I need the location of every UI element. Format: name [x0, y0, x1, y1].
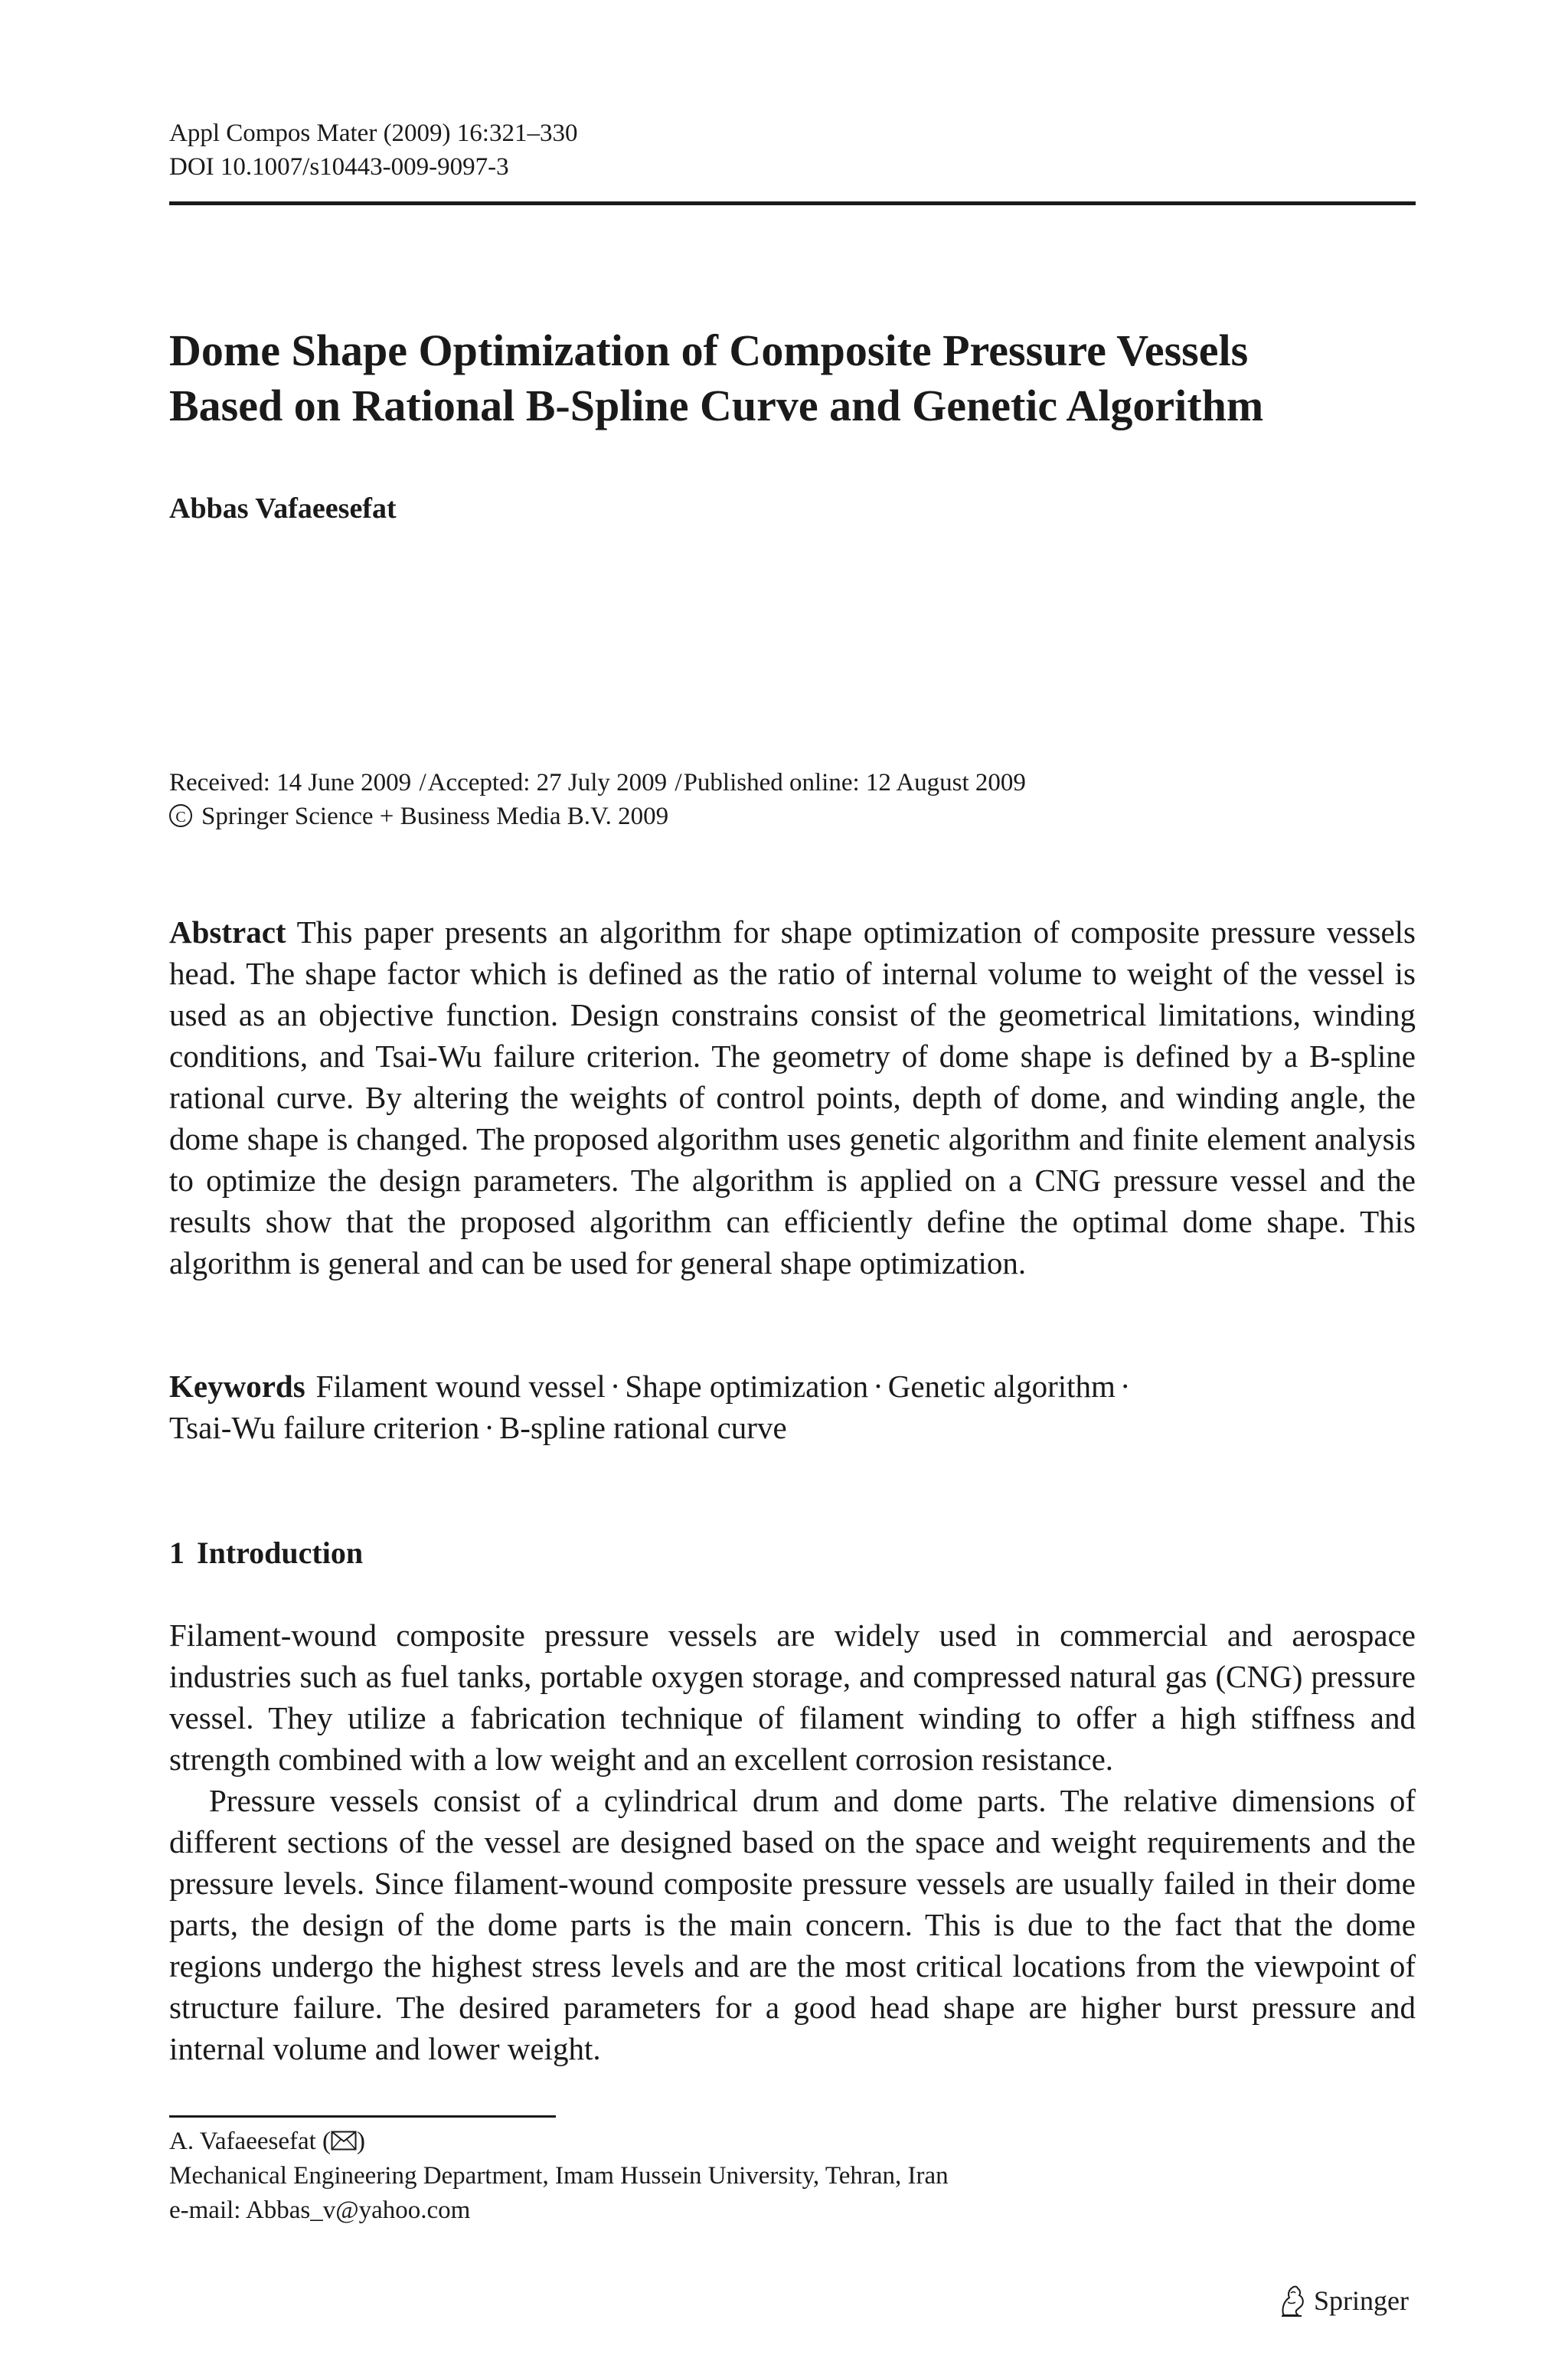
footnote-affiliation: Mechanical Engineering Department, Imam Hussein University, Tehran, Iran — [169, 2162, 949, 2190]
copyright-text: Springer Science + Business Media B.V. 2009 — [201, 803, 669, 830]
header-rule — [169, 201, 1416, 205]
keywords-line-2 — [169, 1407, 1416, 1448]
footnote-author-name: A. Vafaeesefat ( — [169, 2128, 332, 2155]
keyword-separator: · — [609, 1369, 621, 1404]
received-date: Received: 14 June 2009 — [169, 769, 412, 796]
abstract-label: Abstract — [169, 914, 286, 950]
footnote-rule — [169, 2115, 556, 2118]
history-dates — [169, 766, 1026, 800]
keywords-line-1 — [169, 1366, 1416, 1407]
keywords-label: Keywords — [169, 1369, 305, 1404]
keyword-item: Filament wound vessel — [315, 1369, 606, 1404]
title-line-2: Based on Rational B-Spline Curve and Genetic Algorithm — [169, 381, 1264, 430]
keyword-item: Tsai-Wu failure criterion — [169, 1410, 480, 1445]
abstract — [169, 911, 1416, 1284]
envelope-icon — [331, 2131, 357, 2151]
keywords — [169, 1366, 1416, 1448]
abstract-text: This paper presents an algorithm for shape optimization of composite pressure vessels head. The shape factor which is defined as the ratio of internal volume to weight of the vessel is used as an objective function. Design constrains consist of the geometrical limitations, winding conditions, and Tsai-Wu failure criterion. The geometry of dome shape is defined by a B-spline rational curve. By altering the weights of control points, depth of dome, and winding angle, the dome shape is changed. The proposed algorithm uses genetic algorithm and finite element analysis to optimize the design parameters. The algorithm is applied on a CNG pressure vessel and the results show that the proposed algorithm can efficiently define the optimal dome shape. This algorithm is general and can be used for general shape optimization. — [169, 914, 1416, 1281]
keyword-separator: · — [1119, 1369, 1131, 1404]
footnote-author-close: ) — [357, 2128, 366, 2155]
history-separator: / — [675, 769, 682, 796]
copyright-icon: C — [169, 804, 192, 827]
doi-line: DOI 10.1007/s10443-009-9097-3 — [169, 153, 509, 181]
keyword-item: Genetic algorithm — [887, 1369, 1116, 1404]
keyword-separator: · — [484, 1410, 495, 1445]
keyword-item: B-spline rational curve — [498, 1410, 787, 1445]
publication-history — [169, 766, 1026, 833]
paper-title — [169, 323, 1416, 433]
published-date: Published online: 12 August 2009 — [683, 769, 1026, 796]
footnote-author-line — [169, 2124, 949, 2159]
springer-horse-icon — [1277, 2284, 1308, 2317]
publisher-name: Springer — [1314, 2285, 1409, 2316]
title-line-1: Dome Shape Optimization of Composite Pressure Vessels — [169, 325, 1249, 375]
keyword-separator: · — [873, 1369, 884, 1404]
journal-header — [169, 116, 577, 184]
author-name: Abbas Vafaeesefat — [169, 492, 397, 525]
history-separator: / — [419, 769, 426, 796]
footnote-email: e-mail: Abbas_v@yahoo.com — [169, 2196, 471, 2224]
author-footnote — [169, 2124, 949, 2228]
body-paragraph: Pressure vessels consist of a cylindrical drum and dome parts. The relative dimensions of different sections of the vessel are designed based on the space and weight requirements and the pressure levels. Since filament-wound composite pressure vessels are usually failed in their dome parts, the design of the dome parts is the main concern. This is due to the fact that the dome regions undergo the highest stress levels and are the most critical locations from the viewpoint of structure failure. The desired parameters for a good head shape are higher burst pressure and internal volume and lower weight. — [169, 1783, 1416, 2066]
keyword-item: Shape optimization — [625, 1369, 869, 1404]
publisher-logo — [1277, 2282, 1409, 2319]
copyright-line — [169, 800, 1026, 833]
section-title: Introduction — [197, 1536, 364, 1570]
section-number: 1 — [169, 1536, 185, 1570]
journal-citation: Appl Compos Mater (2009) 16:321–330 — [169, 119, 578, 147]
body-paragraph: Filament-wound composite pressure vessels are widely used in commercial and aerospace industries such as fuel tanks, portable oxygen storage, and compressed natural gas (CNG) pressure vessel. They utilize a fabrication technique of filament winding to offer a high stiffness and strength combined with a low weight and an excellent corrosion resistance. — [169, 1617, 1416, 1777]
section-heading — [169, 1533, 363, 1573]
section-body — [169, 1614, 1416, 2069]
accepted-date: Accepted: 27 July 2009 — [427, 769, 668, 796]
